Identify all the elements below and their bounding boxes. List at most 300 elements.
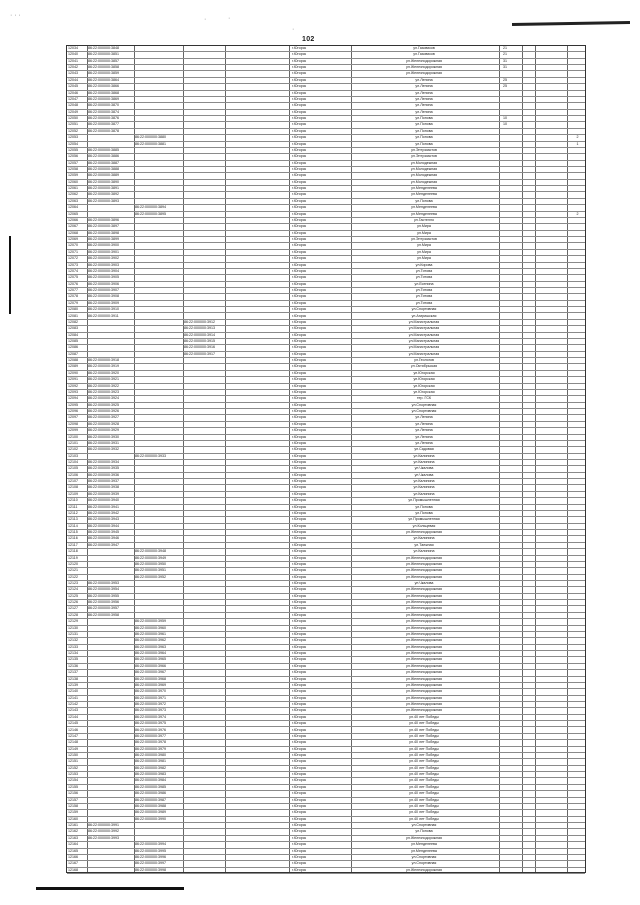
apartment-number [525,740,533,745]
scan-edge-mark [9,236,11,314]
cadastral-number: 86:22:000000:3902 [88,256,119,261]
house-number [503,587,517,592]
cadastral-number-alt [135,180,183,185]
city-cell: г.Югорск [292,128,307,133]
row-number: 12103 [68,453,78,458]
cadastral-number: 86:22:000000:3931 [88,440,119,445]
note-cell [537,454,565,459]
city-cell: г.Югорск [292,689,307,694]
cadastral-number: 86:22:000000:3921 [88,377,119,382]
row-number: 12112 [68,510,78,515]
house-number: 31 [503,58,507,63]
address-cell: ул.Калинина [413,485,435,490]
note-cell [537,498,565,503]
address-cell: ул.Титова [415,300,433,305]
cadastral-number-alt2 [184,454,224,459]
extra-cell [569,122,586,127]
cadastral-number-alt2 [184,606,224,611]
address-cell: ул.Попова [415,510,433,515]
house-number [503,798,517,803]
cadastral-number: 86:22:000000:3896 [88,217,119,222]
cadastral-number-alt: 86:22:000000:3997 [135,861,166,866]
extra-cell [569,473,586,478]
cadastral-number-alt: 86:22:000000:3952 [135,574,166,579]
cadastral-number: 86:22:000000:3946 [88,536,119,541]
cadastral-number-alt [135,237,183,242]
cadastral-number: 86:22:000000:3905 [88,275,119,280]
row-number: 12114 [68,523,78,528]
extra-cell: 2 [576,211,579,216]
cadastral-number-alt [135,435,183,440]
apartment-number [525,377,533,382]
cadastral-number: 86:22:000000:3918 [88,358,119,363]
address-cell: ул.Калинина [413,479,435,484]
extra-cell [569,326,586,331]
cadastral-number-alt2 [184,243,224,248]
note-cell [537,829,565,834]
cadastral-number [88,320,134,325]
city-cell: г.Югорск [292,542,307,547]
cadastral-number-alt [135,466,183,471]
scan-noise-mark: · [204,16,207,23]
note-cell [537,320,565,325]
row-number: 12047 [68,96,78,101]
row-number: 12136 [68,663,78,668]
apartment-number [525,167,533,172]
city-cell: г.Югорск [292,657,307,662]
apartment-number [525,263,533,268]
city-cell: г.Югорск [292,479,307,484]
address-cell: ул.40 лет Победы [409,740,439,745]
apartment-number [525,218,533,223]
apartment-number [525,333,533,338]
row-number: 12130 [68,625,78,630]
city-cell: г.Югорск [292,319,307,324]
apartment-number [525,594,533,599]
city-cell: г.Югорск [292,517,307,522]
house-number [503,256,517,261]
row-number: 12146 [68,727,78,732]
apartment-number [525,371,533,376]
cadastral-number [88,708,134,713]
cadastral-number-alt2 [184,358,224,363]
apartment-number [525,122,533,127]
city-cell: г.Югорск [292,663,307,668]
address-cell: ул.Октябрьская [410,364,438,369]
address-cell: ул.Железнодорожная [406,676,442,681]
row-number: 12147 [68,733,78,738]
apartment-number [525,415,533,420]
cadastral-number-alt2 [184,638,224,643]
address-cell: ул.40 лет Победы [409,778,439,783]
row-number: 12050 [68,116,78,121]
row-number: 12053 [68,135,78,140]
extra-cell [569,301,586,306]
city-cell: г.Югорск [292,281,307,286]
city-cell: г.Югорск [292,555,307,560]
cadastral-number-alt [135,269,183,274]
city-cell: г.Югорск [292,708,307,713]
extra-cell [569,753,586,758]
city-cell: г.Югорск [292,829,307,834]
extra-cell [569,492,586,497]
address-cell: ул.40 лет Победы [409,759,439,764]
city-cell: г.Югорск [292,96,307,101]
cadastral-number-alt: 86:22:000000:3973 [135,708,166,713]
apartment-number [525,275,533,280]
house-number [503,498,517,503]
cadastral-number-alt [135,823,183,828]
apartment-number [525,638,533,643]
cadastral-number [88,766,134,771]
extra-cell [569,772,586,777]
address-cell: тер. ГСК [416,396,432,401]
address-cell: ул.Железнодорожная [406,663,442,668]
address-cell: ул.Промышленная [408,517,440,522]
row-number: 12049 [68,109,78,114]
house-number [503,173,517,178]
address-cell: ул.Титова [415,275,433,280]
cadastral-number-alt: 86:22:000000:3966 [135,663,166,668]
note-cell [537,161,565,166]
city-cell: г.Югорск [292,358,307,363]
city-cell: г.Югорск [292,109,307,114]
cadastral-number: 86:22:000000:3956 [88,600,119,605]
cadastral-number-alt [135,78,183,83]
note-cell [537,492,565,497]
cadastral-number [88,785,134,790]
cadastral-number-alt2 [184,167,224,172]
cadastral-number-alt2 [184,778,224,783]
note-cell [537,479,565,484]
cadastral-number-alt [135,536,183,541]
address-cell: ул.Железнодорожная [406,644,442,649]
extra-cell [569,148,586,153]
row-number: 12118 [68,549,78,554]
city-cell: г.Югорск [292,313,307,318]
address-cell: ул.Железнодорожная [406,71,442,76]
city-cell: г.Югорск [292,326,307,331]
address-cell: ул.Железнодорожная [406,555,442,560]
cadastral-number-alt [135,498,183,503]
cadastral-number-alt2 [184,78,224,83]
extra-cell [569,84,586,89]
house-number [503,447,517,452]
house-number [503,243,517,248]
extra-cell [569,728,586,733]
extra-cell [569,823,586,828]
apartment-number [525,868,533,873]
cadastral-number-alt [135,314,183,319]
table-row [67,868,585,874]
address-cell: ул.Железнодорожная [406,708,442,713]
cadastral-number: 86:22:000000:3992 [88,829,119,834]
city-cell: г.Югорск [292,510,307,515]
city-cell: г.Югорск [292,186,307,191]
cadastral-number-alt [135,231,183,236]
house-number [503,505,517,510]
cadastral-number-alt2 [184,71,224,76]
house-number [503,855,517,860]
row-number: 12080 [68,307,78,312]
city-cell: г.Югорск [292,485,307,490]
apartment-number [525,180,533,185]
extra-cell [569,192,586,197]
address-cell: ул.40 лет Победы [409,746,439,751]
cadastral-number: 86:22:000000:3936 [88,472,119,477]
city-cell: г.Югорск [292,733,307,738]
cadastral-number [88,326,134,331]
row-number: 12122 [68,574,78,579]
row-number: 12074 [68,268,78,273]
city-cell: г.Югорск [292,568,307,573]
cadastral-number-alt2 [184,530,224,535]
cadastral-number-alt [135,52,183,57]
cadastral-number-alt2 [184,594,224,599]
note-cell [537,473,565,478]
city-cell: г.Югорск [292,536,307,541]
cadastral-number: 86:22:000000:3877 [88,122,119,127]
address-cell: ул.Югорская [413,389,435,394]
city-cell: г.Югорск [292,823,307,828]
row-number: 12066 [68,217,78,222]
cadastral-number: 86:22:000000:3869 [88,96,119,101]
extra-cell [569,199,586,204]
house-number [503,288,517,293]
city-cell: г.Югорск [292,466,307,471]
city-cell: г.Югорск [292,714,307,719]
extra-cell [569,352,586,357]
apartment-number [525,517,533,522]
cadastral-number: 86:22:000000:3930 [88,434,119,439]
apartment-number [525,842,533,847]
cadastral-number-alt2 [184,492,224,497]
row-number: 12075 [68,275,78,280]
row-number: 12040 [68,52,78,57]
cadastral-number-alt2 [184,747,224,752]
city-cell: г.Югорск [292,434,307,439]
note-cell [537,505,565,510]
cadastral-number: 86:22:000000:3889 [88,173,119,178]
cadastral-number-alt2 [184,212,224,217]
address-cell: ул.40 лет Победы [409,772,439,777]
house-number [503,868,517,873]
cadastral-number-alt [135,250,183,255]
apartment-number [525,530,533,535]
cadastral-number-alt: 86:22:000000:3996 [135,854,166,859]
cadastral-number-alt [135,218,183,223]
apartment-number [525,224,533,229]
city-cell: г.Югорск [292,835,307,840]
note-cell [537,753,565,758]
cadastral-number-alt: 86:22:000000:3984 [135,778,166,783]
note-cell [537,778,565,783]
register-table [66,45,586,873]
row-number: 12145 [68,721,78,726]
cadastral-number: 86:22:000000:3941 [88,504,119,509]
cadastral-number: 86:22:000000:3900 [88,243,119,248]
extra-cell [569,613,586,618]
house-number [503,396,517,401]
cadastral-number-alt [135,364,183,369]
cadastral-number-alt2 [184,447,224,452]
note-cell [537,759,565,764]
cadastral-number [88,575,134,580]
note-cell [537,651,565,656]
row-number: 12057 [68,160,78,165]
house-number [503,575,517,580]
row-number: 12077 [68,288,78,293]
note-cell [537,294,565,299]
address-cell: ул.Железнодорожная [406,561,442,566]
cadastral-number [88,683,134,688]
note-cell [537,600,565,605]
extra-cell [569,256,586,261]
apartment-number [525,766,533,771]
cadastral-number: 86:22:000000:3864 [88,77,119,82]
row-number: 12161 [68,823,78,828]
row-number: 12082 [68,319,78,324]
city-cell: г.Югорск [292,740,307,745]
extra-cell [569,460,586,465]
city-cell: г.Югорск [292,300,307,305]
note-cell [537,212,565,217]
note-cell [537,135,565,140]
note-cell [537,766,565,771]
cadastral-number: 86:22:000000:3940 [88,498,119,503]
extra-cell [569,447,586,452]
address-cell: ул.Калинина [413,549,435,554]
house-number [503,759,517,764]
cadastral-number-alt2 [184,275,224,280]
apartment-number [525,549,533,554]
note-cell [537,403,565,408]
city-cell: г.Югорск [292,237,307,242]
address-cell: ул.40 лет Победы [409,797,439,802]
house-number [503,651,517,656]
extra-cell [569,498,586,503]
row-number: 12142 [68,702,78,707]
house-number [503,314,517,319]
house-number: 31 [503,65,507,70]
row-number: 12144 [68,714,78,719]
city-cell: г.Югорск [292,772,307,777]
cadastral-number-alt: 86:22:000000:3977 [135,733,166,738]
note-cell [537,384,565,389]
apartment-number [525,428,533,433]
city-cell: г.Югорск [292,58,307,63]
row-number: 12159 [68,810,78,815]
city-cell: г.Югорск [292,154,307,159]
row-number: 12100 [68,434,78,439]
note-cell [537,116,565,121]
city-cell: г.Югорск [292,147,307,152]
city-cell: г.Югорск [292,574,307,579]
house-number [503,804,517,809]
apartment-number [525,632,533,637]
cadastral-number [88,638,134,643]
cadastral-number-alt: 86:22:000000:3989 [135,810,166,815]
cadastral-number [88,721,134,726]
city-cell: г.Югорск [292,752,307,757]
apartment-number [525,199,533,204]
cadastral-number-alt2 [184,473,224,478]
cadastral-number: 86:22:000000:3892 [88,192,119,197]
address-cell: ул.Мира [417,243,431,248]
cadastral-number-alt2: 86:22:000000:3917 [184,351,215,356]
cadastral-number-alt: 86:22:000000:3995 [135,848,166,853]
cadastral-number-alt2 [184,422,224,427]
cadastral-number: 86:22:000000:3903 [88,262,119,267]
extra-cell [569,116,586,121]
cadastral-number [88,677,134,682]
cadastral-number-alt [135,110,183,115]
note-cell [537,256,565,261]
cadastral-number-alt [135,479,183,484]
house-number [503,428,517,433]
house-number [503,708,517,713]
note-cell [537,307,565,312]
row-number: 12149 [68,746,78,751]
extra-cell [569,766,586,771]
cadastral-number-alt2 [184,759,224,764]
cadastral-number-alt [135,103,183,108]
cadastral-number-alt: 86:22:000000:3880 [135,135,166,140]
house-number [503,371,517,376]
row-number: 12158 [68,803,78,808]
note-cell [537,689,565,694]
address-cell: ул.Попова [415,122,433,127]
address-cell: ул.Спортивная [411,861,437,866]
house-number [503,333,517,338]
city-cell: г.Югорск [292,651,307,656]
note-cell [537,728,565,733]
cadastral-number: 86:22:000000:3938 [88,485,119,490]
note-cell [537,657,565,662]
house-number [503,785,517,790]
apartment-number [525,817,533,822]
cadastral-number-alt2 [184,485,224,490]
cadastral-number-alt2 [184,670,224,675]
extra-cell [569,530,586,535]
cadastral-number: 86:22:000000:3945 [88,530,119,535]
note-cell [537,632,565,637]
cadastral-number-alt2: 86:22:000000:3914 [184,332,215,337]
extra-cell [569,626,586,631]
cadastral-number-alt2 [184,696,224,701]
city-cell: г.Югорск [292,612,307,617]
cadastral-number [88,791,134,796]
city-cell: г.Югорск [292,77,307,82]
row-number: 12162 [68,829,78,834]
city-cell: г.Югорск [292,460,307,464]
cadastral-number-alt2 [184,97,224,102]
row-number: 12133 [68,644,78,649]
row-number: 12101 [68,440,78,445]
address-cell: ул.Гастелло [413,217,435,222]
house-number [503,237,517,242]
house-number [503,409,517,414]
city-cell: г.Югорск [292,746,307,751]
address-cell: ул.40 лет Победы [409,733,439,738]
apartment-number [525,173,533,178]
cadastral-number-alt [135,65,183,70]
address-cell: ул.Ленина [415,96,433,101]
cadastral-number-alt2 [184,772,224,777]
address-cell: ул.40 лет Победы [409,714,439,719]
cadastral-number: 86:22:000000:3907 [88,288,119,293]
extra-cell [569,415,586,420]
